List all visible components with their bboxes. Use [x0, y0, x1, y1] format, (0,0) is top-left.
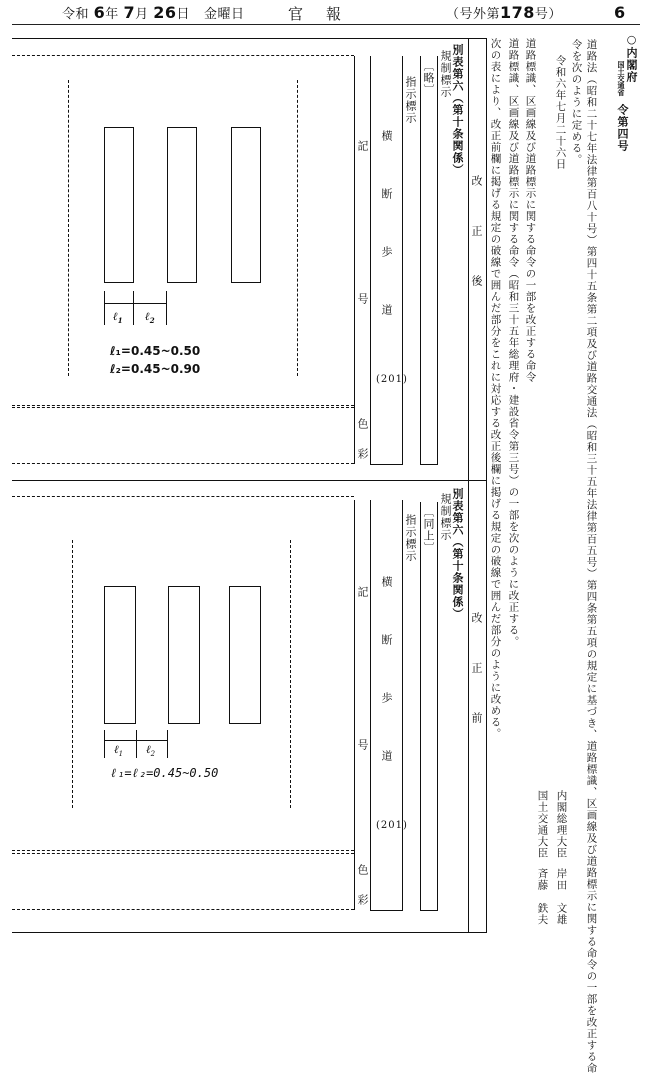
after-inner-right: [437, 56, 438, 464]
before-dash-bottom: [12, 909, 354, 910]
before-road-edge-left: [72, 540, 73, 808]
before-dash-top: [12, 496, 354, 497]
issue-date: [62, 3, 244, 22]
after-dim-tick-1: [104, 291, 105, 325]
before-dim-l2: ℓ$_2$: [146, 743, 156, 759]
before-name: 横 断 歩 道: [380, 576, 393, 779]
before-symbol-label: 記 号: [356, 586, 369, 790]
after-stripe-1: [104, 127, 134, 283]
after-inner-left: [420, 56, 421, 464]
after-column: 指示標示: [404, 76, 417, 124]
after-name: 横 断 歩 道: [380, 130, 393, 333]
before-dash-mid2: [12, 853, 354, 854]
issue-number: [446, 3, 562, 22]
after-dash-mid: [12, 405, 354, 406]
body-text-2: 次の表により、改正前欄に掲げる規定の破線で囲んだ部分をこれに対応する改正後欄に掲げる規定の破線で囲んだ部分のように改める。: [489, 38, 502, 740]
before-road-edge-right: [290, 540, 291, 808]
ministry: ○内閣府: [625, 33, 638, 83]
order-number: 令第四号: [616, 104, 629, 152]
after-dash-mid2: [12, 407, 354, 408]
before-inner-left: [420, 502, 421, 910]
issue-no: 178: [500, 3, 535, 22]
gazette-title: 官 報: [288, 5, 346, 23]
after-road-edge-right: [297, 80, 298, 376]
after-formula-1: ℓ₁=0.45~0.50: [110, 344, 201, 358]
after-name-left: [370, 56, 371, 464]
ministry-ruby: 国土交通省: [617, 61, 625, 96]
before-dash-mid: [12, 850, 354, 851]
before-dim-l1: ℓ$_1$: [114, 743, 124, 759]
era: 令和: [62, 7, 90, 22]
signer1-name: 岸田 文雄: [555, 868, 568, 926]
order-heading: 道路標識、区画線及び道路標示に関する命令の一部を改正する命令: [524, 38, 537, 383]
promulgation-date: 令和六年七月二十六日: [554, 55, 567, 170]
before-dim-tick-1: [104, 730, 105, 758]
table-right-border: [486, 38, 487, 933]
after-name-bottom: [370, 464, 403, 465]
after-inner-bottom: [420, 464, 438, 465]
before-name-right: [402, 500, 403, 910]
after-dash-bottom: [12, 463, 354, 464]
before-stripe-3: [229, 586, 261, 724]
section-divider: [12, 480, 487, 481]
before-stripe-2: [168, 586, 200, 724]
before-column: 指示標示: [404, 514, 417, 562]
label-column-border: [468, 38, 469, 933]
month-unit: 月: [135, 7, 149, 22]
signer2-name: 斉藤 鉄夫: [536, 868, 549, 926]
year-unit: 年: [105, 7, 119, 22]
before-name-left: [370, 500, 371, 910]
after-omitted: 〔略〕: [422, 60, 435, 96]
issue-prefix: （号外第: [446, 7, 501, 22]
before-dim-tick-2: [136, 730, 137, 758]
after-road-edge-left: [68, 80, 69, 376]
after-symbol-border: [354, 56, 355, 464]
after-number: (201): [376, 374, 408, 385]
header-rule: [12, 24, 640, 25]
signer1-title: 内閣総理大臣: [555, 790, 568, 859]
day-unit: 日: [176, 7, 191, 22]
table-bottom-border: [12, 932, 487, 933]
table-top-border: [12, 38, 487, 39]
before-formula: ℓ₁=ℓ₂=0.45~0.50: [110, 766, 219, 780]
label-after: 改 正 後: [470, 175, 483, 300]
year: 6: [93, 3, 106, 22]
before-dim-tick-3: [167, 730, 168, 758]
before-name-bottom: [370, 910, 403, 911]
before-stripe-1: [104, 586, 136, 724]
before-appendix: 別表第六（第十条関係）: [451, 488, 464, 620]
after-symbol-label: 記 号: [356, 140, 369, 344]
after-formula-2: ℓ₂=0.45~0.90: [110, 362, 201, 376]
after-appendix: 別表第六（第十条関係）: [451, 44, 464, 176]
before-omitted: 〔同上〕: [422, 506, 435, 554]
body-text-1: 道路標識、区画線及び道路標示に関する命令（昭和三十五年総理府・建設省令第三号）の一部を次のように改正する。: [507, 38, 520, 648]
issue-suffix: 号）: [534, 7, 562, 22]
after-stripe-3: [231, 127, 261, 283]
before-number: (201): [376, 820, 408, 831]
label-before: 改 正 前: [470, 612, 483, 737]
before-color-label: 色 彩: [356, 864, 369, 909]
preamble-line1: 道路法（昭和二十七年法律第百八十号）第四十五条第二項及び道路交通法（昭和三十五年法律第百五号）第四条第五項の規定に基づき、道路標識、区画線及び道路標示に関する命令の一部を改正する命: [585, 39, 598, 1074]
page-number: 6: [614, 3, 626, 22]
signer2-title: 国土交通大臣: [536, 790, 549, 859]
after-dash-top: [12, 55, 354, 56]
after-dim-tick-2: [133, 291, 134, 325]
before-dim-line: [104, 740, 167, 741]
after-stripe-2: [167, 127, 197, 283]
after-dim-line: [104, 303, 167, 304]
after-dim-l1: ℓ$_1$: [113, 310, 123, 326]
after-color-label: 色 彩: [356, 418, 369, 463]
weekday: 金曜日: [203, 7, 245, 22]
before-category: 規制標示: [439, 493, 452, 541]
month: 7: [123, 3, 136, 22]
after-category: 規制標示: [439, 50, 452, 98]
before-symbol-border: [354, 500, 355, 910]
after-name-right: [402, 56, 403, 464]
before-inner-right: [437, 502, 438, 910]
day: 26: [153, 3, 177, 22]
preamble-line2: 令を次のように定める。: [570, 39, 583, 166]
after-dim-tick-3: [166, 291, 167, 325]
after-dim-l2: ℓ$_2$: [145, 310, 155, 326]
before-inner-bottom: [420, 910, 438, 911]
